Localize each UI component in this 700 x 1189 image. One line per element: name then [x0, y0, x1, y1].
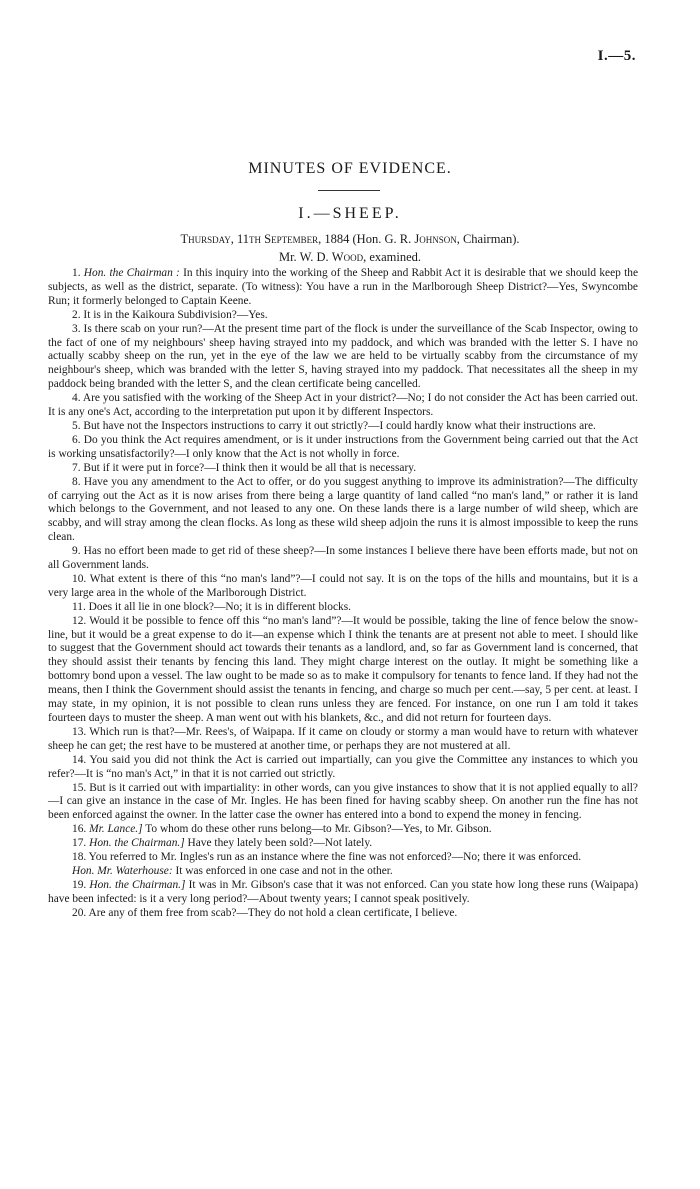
evidence-paragraph: [48, 601, 638, 615]
paragraph-text: Is there scab on your run?—At the present time part of the flock is under the surveillance of the Scab Inspector, owing to the fact of one of my neighbours' sheep having strayed into my paddock, and which was branded with the letter S. I have no actually scabby sheep on the run, yet in the eye of the law we are held to be virtually scabby from the circumstance of my neighbour's sheep, which was branded with the letter S, having strayed into my paddock. That necessitates all the sheep in my paddock being branded with the letter S, and the clean certificate being cancelled.: [48, 322, 638, 391]
paragraph-text: But have not the Inspectors instructions to carry it out strictly?—I could hardly know what their instructions are.: [80, 419, 596, 432]
paragraph-text: Do you think the Act requires amendment, or is it under instructions from the Government being carried out that the Act is working unsatisfactorily?—I only know that the Act is not wholly in force.: [48, 433, 638, 460]
paragraph-text: You said you did not think the Act is carried out impartially, can you give the Committee any instances to which you refer?—It is “no man's Act,” in that it is not carried out strictly.: [48, 753, 638, 780]
paragraph-number: 20.: [72, 906, 87, 919]
paragraph-number: 16.: [72, 823, 87, 836]
session-chair-name: Johnson: [414, 232, 457, 246]
paragraph-text: It was enforced in one case and not in the other.: [172, 864, 393, 877]
paragraph-speaker: Hon. the Chairman :: [83, 267, 180, 279]
paragraph-speaker: Hon. the Chairman.]: [89, 878, 186, 891]
paragraph-number: 17.: [72, 837, 87, 850]
witness-status: , examined.: [363, 250, 422, 264]
paragraph-text: But if it were put in force?—I think then it would be all that is necessary.: [80, 461, 417, 474]
paragraph-speaker: Hon. Mr. Waterhouse:: [72, 864, 173, 877]
paragraph-text: It is in the Kaikoura Subdivision?—Yes.: [80, 308, 268, 321]
paragraph-text: Have they lately been sold?—Not lately.: [184, 837, 373, 850]
evidence-paragraph: [48, 837, 638, 851]
evidence-paragraph: [48, 434, 638, 462]
paragraph-text: You referred to Mr. Ingles's run as an instance where the fine was not enforced?—No; there it was enforced.: [86, 851, 582, 864]
title-divider: [318, 190, 380, 191]
paragraph-text: To whom do these other runs belong—to Mr. Gibson?—Yes, to Mr. Gibson.: [142, 823, 492, 836]
paragraph-number: 19.: [72, 878, 87, 891]
evidence-paragraph: [48, 782, 638, 824]
session-day: Thursday, 11th September, 1884: [180, 232, 350, 246]
evidence-paragraph: [48, 267, 638, 309]
evidence-paragraph: [48, 865, 638, 879]
evidence-paragraph: [48, 615, 638, 726]
witness-surname: Wood: [331, 250, 364, 264]
session-chair-open: (Hon. G. R.: [352, 232, 415, 246]
paragraph-number: 2.: [72, 308, 81, 321]
evidence-paragraph: [48, 392, 638, 420]
paragraph-number: 4.: [72, 392, 81, 405]
evidence-paragraph: [48, 754, 638, 782]
section-heading: I.—SHEEP.: [298, 205, 402, 222]
paragraph-number: 8.: [72, 475, 81, 488]
witness-name: Mr. W. D.: [278, 250, 332, 264]
paragraph-text: Are any of them free from scab?—They do not hold a clean certificate, I believe.: [86, 906, 458, 919]
paragraph-number: 3.: [72, 322, 81, 335]
evidence-paragraph: [48, 462, 638, 476]
evidence-paragraph: [48, 420, 638, 434]
evidence-paragraph: [48, 851, 638, 865]
session-chair-close: , Chairman).: [456, 232, 520, 246]
evidence-paragraph: [48, 309, 638, 323]
paragraph-number: 10.: [72, 572, 87, 585]
paragraph-number: 6.: [72, 433, 81, 446]
paragraph-text: Does it all lie in one block?—No; it is in different blocks.: [85, 600, 352, 613]
paragraph-number: 9.: [72, 545, 81, 558]
paragraph-number: 14.: [72, 753, 87, 766]
evidence-paragraph: [48, 573, 638, 601]
paragraph-speaker: Mr. Lance.]: [89, 823, 143, 836]
paragraph-speaker: Hon. the Chairman.]: [89, 837, 185, 850]
session-date-line: [0, 232, 700, 247]
paragraph-text: Which run is that?—Mr. Rees's, of Waipapa. If it came on cloudy or stormy a man would have to return with whatever sheep he can get; the rest have to be mustered at another time, or perhaps they are not mustered at all.: [48, 725, 638, 752]
paragraph-text: Has no effort been made to get rid of these sheep?—In some instances I believe there have been efforts made, but not on all Government lands.: [48, 545, 638, 572]
evidence-paragraph: [48, 823, 638, 837]
paragraph-text: Have you any amendment to the Act to offer, or do you suggest anything to improve its administration?—The difficulty of carrying out the Act as it is now arises from there being a large quantity of land called “no man's land,” or rather it is land which belongs to the Government, and not leased to any one. On these lands there is a large number of wild sheep, which are scabby, and will stray among the clean flocks. As long as these wild sheep adjoin the runs it is almost impossible to keep the runs clean.: [48, 475, 638, 544]
paragraph-number: 18.: [72, 851, 87, 864]
paragraph-text: But is it carried out with impartiality: in other words, can you give instances to show that it is not applied equally to all?—I can give an instance in the case of Mr. Ingles. He has been fined for having scabby sheep. On another run the fine has not been enforced against the owner. In the latter case the owner has entered into a bond to expend the money in fencing.: [48, 781, 638, 822]
paragraph-number: 5.: [72, 419, 81, 432]
paragraph-number: 12.: [72, 614, 87, 627]
paragraph-text: What extent is there of this “no man's land”?—I could not say. It is on the tops of the hills and mountains, but it is a very large area in the whole of the Marlborough District.: [48, 572, 638, 599]
paragraph-number: 7.: [72, 461, 81, 474]
evidence-paragraph: [48, 476, 638, 546]
evidence-paragraph: [48, 545, 638, 573]
paragraph-text: Would it be possible to fence off this “no man's land”?—It would be possible, taking the line of fence below the snow-line, but it would be a great expense to do it—an expense which I think the tenants are at present not able to meet. I should like to suggest that the Government should act towards their tenants as a landlord, and, so far as Government land is concerned, that they should assist their tenants by fencing this land. They might charge interest on the outlay. It might be something like a bottomry bond upon a vessel. The law ought to be made so as to make it compulsory for tenants to fence land. If they had not the means, then I think the Government should assist the tenants in fencing, and charge so much per cent.—say, 5 per cent. at least. I may state, in my opinion, it is not possible to clean runs unless they are fenced. For instance, on one run I am told it takes fourteen days to muster the sheep. A man went out with his blankets, &c., and did not return for fourteen days.: [48, 614, 638, 724]
evidence-body: [48, 267, 638, 921]
paragraph-number: 15.: [72, 781, 87, 794]
paragraph-text: It was in Mr. Gibson's case that it was not enforced. Can you state how long these runs (Waipapa) have been infected: is it a very long period?—About twenty years; I cannot speak positively.: [48, 878, 638, 905]
witness-line: [0, 250, 700, 265]
evidence-paragraph: [48, 907, 638, 921]
evidence-paragraph: [48, 879, 638, 907]
page-number: I.—5.: [597, 48, 636, 64]
paragraph-text: Are you satisfied with the working of the Sheep Act in your district?—No; I do not consider the Act has been carried out. It is any one's Act, according to the interpretation put upon it by different Inspectors.: [48, 392, 638, 419]
paragraph-number: 13.: [72, 725, 87, 738]
paragraph-number: 1.: [72, 267, 81, 279]
paragraph-text: In this inquiry into the working of the Sheep and Rabbit Act it is desirable that we should keep the subjects, as well as the district, separate. (To witness): You have a run in the Marlborough Sheep District?—Yes, Swyncombe Run; it formerly belonged to Captain Keene.: [48, 267, 638, 307]
paragraph-number: 11.: [72, 600, 86, 613]
evidence-paragraph: [48, 323, 638, 393]
evidence-paragraph: [48, 726, 638, 754]
page-title: MINUTES OF EVIDENCE.: [248, 160, 452, 177]
